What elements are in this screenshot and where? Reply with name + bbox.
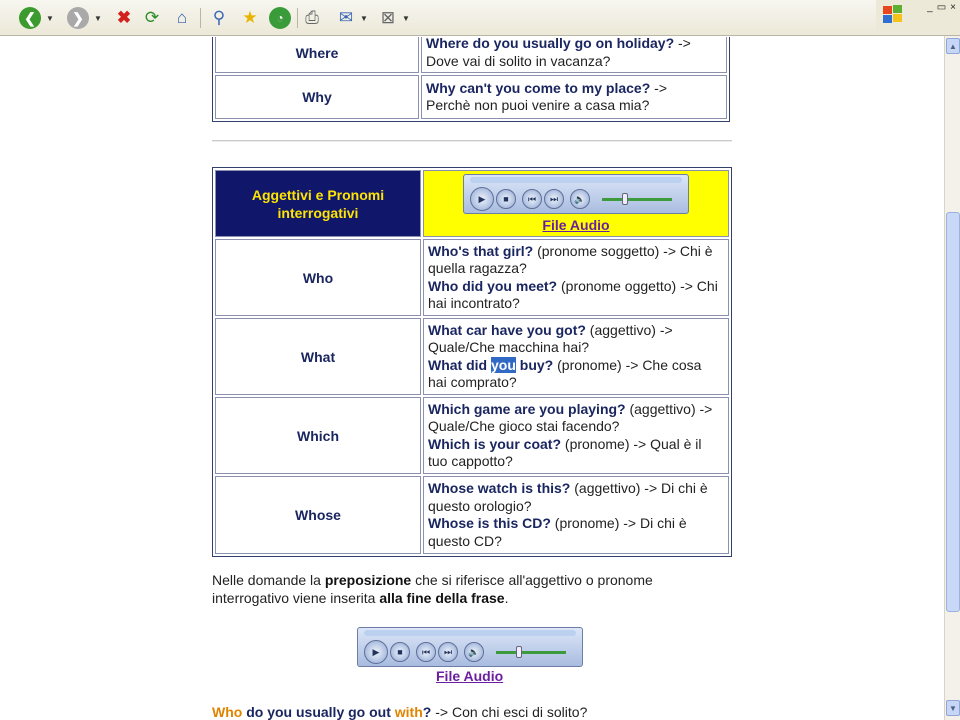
seek-bar[interactable] [470, 177, 682, 183]
favorites-icon[interactable]: ★ [242, 8, 258, 27]
selected-text: you [491, 356, 516, 373]
play-icon[interactable]: ▶ [364, 640, 388, 664]
question-description: Who's that girl? (pronome soggetto) -> Chi è quella ragazza? Who did you meet? (pronome oggetto) -> Chi hai incontrato? [423, 239, 729, 316]
table-row [215, 239, 729, 316]
page-content [0, 37, 944, 720]
volume-slider[interactable] [602, 198, 672, 201]
volume-knob[interactable] [516, 646, 522, 658]
forward-dropdown-icon[interactable]: ▼ [94, 13, 102, 23]
previous-icon[interactable]: ⏮ [522, 189, 542, 209]
next-icon[interactable]: ⏭ [544, 189, 564, 209]
audio-cell [423, 170, 729, 237]
question-description: Which game are you playing? (aggettivo) -> Quale/Che gioco stai facendo? Which is your coat? (pronome) -> Qual è il tuo cappotto? [423, 397, 729, 474]
history-icon[interactable]: ◔ [268, 6, 292, 30]
question-word: Which [215, 397, 421, 474]
back-icon[interactable]: ❮ [18, 6, 42, 30]
search-icon[interactable]: ⚲ [212, 8, 226, 27]
minimize-button[interactable]: _ [927, 2, 933, 13]
audio-player-2[interactable] [357, 627, 583, 667]
question-word: Who [215, 239, 421, 316]
scroll-thumb[interactable] [946, 212, 960, 612]
question-word: Whose [215, 476, 421, 554]
interrogatives-table [212, 167, 732, 557]
seek-bar[interactable] [364, 630, 576, 636]
explanation-paragraph: Nelle domande la preposizione che si riferisce all'aggettivo o pronome interrogativo viene inserita alla fine della frase. [212, 572, 653, 606]
question-word: What [215, 318, 421, 395]
refresh-icon[interactable]: ⟳ [144, 8, 160, 27]
window-buttons [927, 2, 956, 13]
stop-icon[interactable]: ✖ [116, 8, 132, 27]
home-icon[interactable]: ⌂ [176, 8, 188, 27]
close-button[interactable]: × [950, 2, 956, 13]
next-icon[interactable]: ⏭ [438, 642, 458, 662]
table-header-row [215, 170, 729, 237]
table-row [215, 37, 727, 73]
question-description: Why can't you come to my place? -> Perchè non puoi venire a casa mia? [421, 75, 727, 119]
audio-player[interactable] [463, 174, 689, 214]
table-row [215, 318, 729, 395]
mail-icon[interactable]: ✉ [338, 8, 354, 27]
question-description: Whose watch is this? (aggettivo) -> Di chi è questo orologio? Whose is this CD? (pronome) -> Di chi è questo CD? [423, 476, 729, 554]
question-word: Where [215, 37, 419, 73]
stop-icon[interactable]: ■ [496, 189, 516, 209]
previous-icon[interactable]: ⏮ [416, 642, 436, 662]
horizontal-rule [212, 140, 732, 142]
print-icon[interactable]: ⎙ [305, 8, 319, 27]
volume-icon[interactable]: 🔈 [464, 642, 484, 662]
table-row [215, 476, 729, 554]
example-sentence: Who do you usually go out with? -> Con chi esci di solito? [212, 704, 588, 720]
question-description: What car have you got? (aggettivo) -> Quale/Che macchina hai? What did you buy? (pronome) -> Che cosa hai comprato? [423, 318, 729, 395]
scroll-down-button[interactable]: ▼ [946, 700, 960, 716]
window-controls-area [876, 0, 960, 36]
scroll-up-button[interactable]: ▲ [946, 38, 960, 54]
volume-knob[interactable] [622, 193, 628, 205]
table-header-title: Aggettivi e Pronomi interrogativi [215, 170, 421, 237]
forward-icon[interactable]: ❯ [66, 6, 90, 30]
top-question-table [212, 37, 730, 122]
question-description: Where do you usually go on holiday? -> Dove vai di solito in vacanza? [421, 37, 727, 73]
file-audio-link-2[interactable]: File Audio [436, 668, 504, 684]
back-dropdown-icon[interactable]: ▼ [46, 13, 54, 23]
volume-slider[interactable] [496, 651, 566, 654]
question-word: Why [215, 75, 419, 119]
browser-toolbar [0, 0, 876, 36]
table-row [215, 75, 727, 119]
volume-icon[interactable]: 🔈 [570, 189, 590, 209]
restore-button[interactable]: ▭ [936, 2, 947, 13]
table-row [215, 397, 729, 474]
windows-logo-icon [882, 4, 904, 26]
stop-icon[interactable]: ■ [390, 642, 410, 662]
file-audio-link[interactable]: File Audio [542, 217, 610, 233]
mail-dropdown-icon[interactable]: ▼ [360, 13, 368, 23]
edit-icon[interactable]: ⊠ [380, 8, 396, 27]
edit-dropdown-icon[interactable]: ▼ [402, 13, 410, 23]
play-icon[interactable]: ▶ [470, 187, 494, 211]
vertical-scrollbar[interactable] [944, 36, 960, 720]
